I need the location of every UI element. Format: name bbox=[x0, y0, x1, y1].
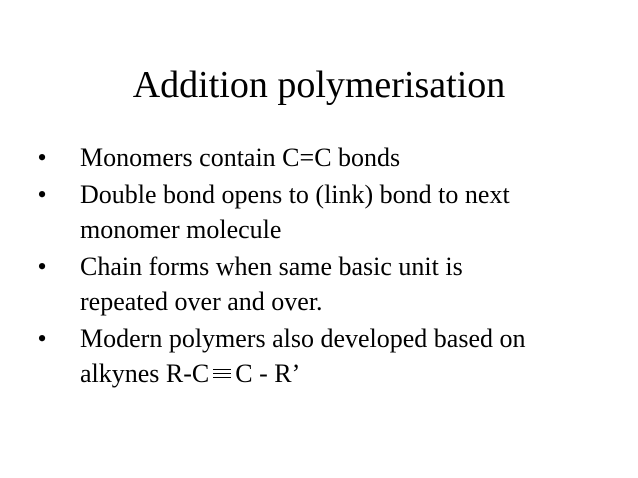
bullet-text: Chain forms when same basic unit is bbox=[80, 252, 463, 281]
bullet-text-continued: repeated over and over. bbox=[80, 287, 323, 316]
triple-bond-icon bbox=[210, 364, 234, 384]
bullet-list bbox=[32, 140, 622, 393]
bullet-text-continued-end: C - R’ bbox=[235, 359, 301, 388]
slide-title: Addition polymerisation bbox=[132, 64, 506, 106]
bullet-text: Modern polymers also developed based on bbox=[80, 324, 526, 353]
bullet-icon: • bbox=[37, 143, 47, 172]
bullet-text: Double bond opens to (link) bond to next bbox=[80, 180, 510, 209]
bullet-icon: • bbox=[37, 324, 47, 353]
bullet-item bbox=[32, 177, 622, 247]
bullet-item bbox=[32, 321, 622, 391]
bullet-item bbox=[32, 249, 622, 319]
bullet-text-continued: alkynes R-C bbox=[80, 359, 210, 388]
bullet-text-continued: monomer molecule bbox=[80, 215, 282, 244]
bullet-text: Monomers contain C=C bonds bbox=[80, 143, 401, 172]
bullet-item bbox=[32, 140, 622, 175]
bullet-icon: • bbox=[37, 180, 47, 209]
bullet-icon: • bbox=[37, 252, 47, 281]
